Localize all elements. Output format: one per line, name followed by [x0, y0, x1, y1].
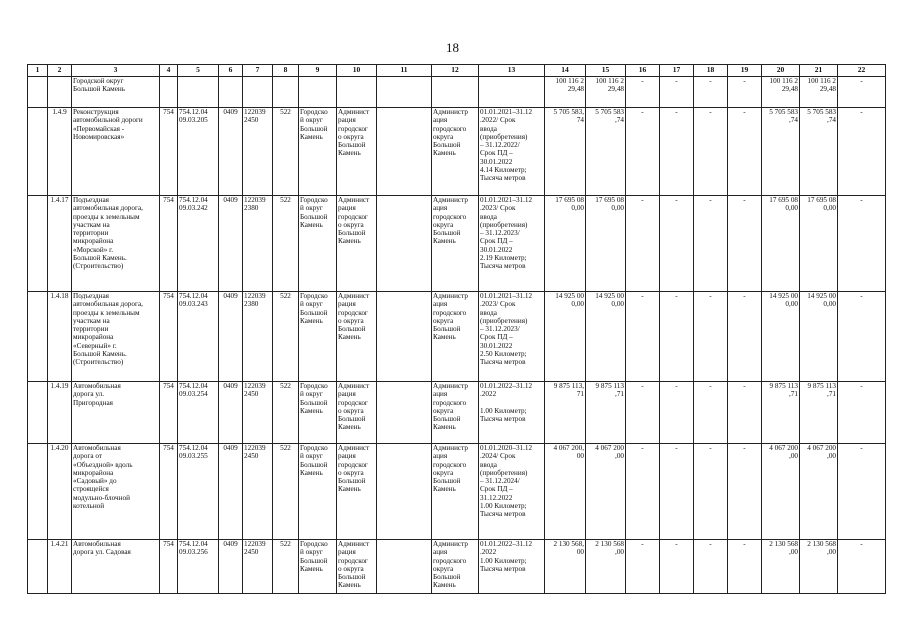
table-cell: 0409: [219, 540, 243, 594]
header-cell: 11: [377, 65, 432, 77]
table-cell: 5 705 583, 74: [545, 108, 586, 196]
table-row: [28, 292, 886, 382]
table-cell: Автомобильная дорога ул. Пригородная: [72, 382, 160, 444]
header-cell: 17: [660, 65, 694, 77]
table-cell: -: [694, 108, 728, 196]
table-cell: -: [838, 292, 886, 382]
table-cell: Подъездная автомобильная дорога, проезды к земельным участкам на территории микрорайона «Северный» г. Большой Камень. (Строительство): [72, 292, 160, 382]
table-cell: 754.12.04 09.03.243: [178, 292, 219, 382]
table-cell: 754.12.04 09.03.256: [178, 540, 219, 594]
table-cell: Администр ация городского округа Большой Камень: [432, 108, 479, 196]
table-cell: [160, 77, 178, 108]
table-cell: -: [728, 196, 762, 292]
table-cell: 754.12.04 09.03.255: [178, 444, 219, 540]
header-cell: 8: [273, 65, 299, 77]
table-cell: [28, 292, 48, 382]
table-cell: 01.01.2021–31.12 .2023/ Срок ввода (приобретения) – 31.12.2023/ Срок ПД – 30.01.2022 2.50 Километр; Тысяча метров: [479, 292, 545, 382]
table-cell: -: [694, 77, 728, 108]
table-cell: 754: [160, 540, 178, 594]
table-cell: 754: [160, 292, 178, 382]
table-cell: 5 705 583 ,74: [762, 108, 800, 196]
table-cell: 522: [273, 108, 299, 196]
table-cell: Городско й округ Большой Камень: [299, 444, 337, 540]
header-cell: 4: [160, 65, 178, 77]
table-cell: -: [838, 77, 886, 108]
table-row: [28, 382, 886, 444]
table-cell: [219, 77, 243, 108]
table-cell: 9 875 113 ,71: [762, 382, 800, 444]
table-cell: Администр ация городского округа Большой Камень: [432, 540, 479, 594]
table-cell: 522: [273, 292, 299, 382]
table-cell: Администр ация городского округа Большой Камень: [432, 292, 479, 382]
table-cell: 754.12.04 09.03.242: [178, 196, 219, 292]
header-cell: 15: [586, 65, 626, 77]
table-cell: -: [694, 540, 728, 594]
table-cell: 01.01.2022–31.12 .2022 1.00 Километр; Тысяча метров: [479, 540, 545, 594]
table-cell: -: [728, 292, 762, 382]
table-cell: 0409: [219, 196, 243, 292]
table-cell: [337, 77, 377, 108]
table-cell: 01.01.2020–31.12 .2024/ Срок ввода (приобретения) – 31.12.2024/ Срок ПД – 31.12.2022 1.00 Километр; Тысяча метров: [479, 444, 545, 540]
table-cell: 01.01.2022–31.12 .2022 1.00 Километр; Тысяча метров: [479, 382, 545, 444]
table-cell: Админист рация городског о округа Большой Камень: [337, 444, 377, 540]
table-row: [28, 444, 886, 540]
table-cell: 754.12.04 09.03.254: [178, 382, 219, 444]
table-cell: -: [626, 444, 660, 540]
table-cell: -: [838, 540, 886, 594]
table-cell: 9 875 113 ,71: [800, 382, 838, 444]
header-cell: 22: [838, 65, 886, 77]
register-table: [27, 64, 886, 594]
table-cell: 1.4.18: [48, 292, 72, 382]
table-cell: 4 067 200 ,00: [762, 444, 800, 540]
table-cell: 2 130 568, 00: [545, 540, 586, 594]
table-cell: 1.4.19: [48, 382, 72, 444]
table-cell: 100 116 2 29,48: [545, 77, 586, 108]
table-cell: Админист рация городског о округа Большой Камень: [337, 108, 377, 196]
table-cell: 754: [160, 196, 178, 292]
table-cell: [432, 77, 479, 108]
header-cell: 3: [72, 65, 160, 77]
table-cell: 17 695 08 0,00: [762, 196, 800, 292]
table-cell: -: [626, 540, 660, 594]
header-cell: 7: [243, 65, 273, 77]
table-cell: [377, 196, 432, 292]
table-cell: -: [694, 292, 728, 382]
table-cell: 754: [160, 108, 178, 196]
table-cell: -: [694, 196, 728, 292]
table-cell: Городско й округ Большой Камень: [299, 108, 337, 196]
header-cell: 10: [337, 65, 377, 77]
table-cell: 122039 2450: [243, 108, 273, 196]
table-cell: 122039 2380: [243, 292, 273, 382]
table-cell: [377, 77, 432, 108]
table-cell: 14 925 00 0,00: [586, 292, 626, 382]
table-cell: -: [694, 444, 728, 540]
table-cell: [28, 196, 48, 292]
table-cell: 122039 2450: [243, 382, 273, 444]
table-cell: -: [660, 77, 694, 108]
page-number: 18: [446, 40, 459, 55]
header-cell: 9: [299, 65, 337, 77]
table-cell: [48, 77, 72, 108]
table-row: [28, 108, 886, 196]
table-cell: Админист рация городског о округа Большой Камень: [337, 540, 377, 594]
table-cell: -: [728, 540, 762, 594]
header-cell: 2: [48, 65, 72, 77]
table-cell: Автомобильная дорога от «Объездной» вдоль микрорайона «Садовый» до строящейся модульно-блочной котельной: [72, 444, 160, 540]
table-cell: [273, 77, 299, 108]
table-cell: Администр ация городского округа Большой Камень: [432, 382, 479, 444]
table-cell: 1.4.20: [48, 444, 72, 540]
table-cell: [377, 540, 432, 594]
table-cell: Админист рация городског о округа Большой Камень: [337, 292, 377, 382]
table-cell: -: [838, 382, 886, 444]
table-cell: -: [660, 292, 694, 382]
table-cell: Админист рация городског о округа Большой Камень: [337, 382, 377, 444]
table-cell: 522: [273, 382, 299, 444]
table-cell: 4 067 200 ,00: [800, 444, 838, 540]
table-cell: Городской округ Большой Камень: [72, 77, 160, 108]
table-cell: 5 705 583 ,74: [586, 108, 626, 196]
table-cell: Администр ация городского округа Большой Камень: [432, 444, 479, 540]
table-cell: [28, 382, 48, 444]
header-cell: 5: [178, 65, 219, 77]
table-cell: -: [660, 444, 694, 540]
table-cell: -: [626, 292, 660, 382]
table-cell: [299, 77, 337, 108]
header-cell: 12: [432, 65, 479, 77]
header-cell: 21: [800, 65, 838, 77]
table-body: [28, 65, 886, 594]
table-row: [28, 77, 886, 108]
table-cell: Городско й округ Большой Камень: [299, 196, 337, 292]
table-cell: Городско й округ Большой Камень: [299, 382, 337, 444]
table-cell: 14 925 00 0,00: [800, 292, 838, 382]
table-cell: 2 130 568 ,00: [800, 540, 838, 594]
table-cell: 100 116 2 29,48: [586, 77, 626, 108]
table-cell: 1.4.9: [48, 108, 72, 196]
table-cell: -: [838, 108, 886, 196]
table-cell: 0409: [219, 292, 243, 382]
table-cell: [28, 77, 48, 108]
table-cell: 0409: [219, 382, 243, 444]
table-cell: -: [626, 108, 660, 196]
table-cell: -: [626, 77, 660, 108]
table-cell: 1.4.21: [48, 540, 72, 594]
table-cell: 100 116 2 29,48: [762, 77, 800, 108]
table-cell: -: [728, 382, 762, 444]
header-cell: 20: [762, 65, 800, 77]
table-cell: -: [660, 196, 694, 292]
table-cell: -: [660, 382, 694, 444]
table-cell: [28, 108, 48, 196]
table-cell: [243, 77, 273, 108]
table-cell: [178, 77, 219, 108]
table-cell: 122039 2450: [243, 540, 273, 594]
table-cell: 17 695 08 0,00: [800, 196, 838, 292]
table-cell: -: [728, 108, 762, 196]
table-cell: [377, 382, 432, 444]
table-cell: -: [660, 540, 694, 594]
table-cell: 122039 2380: [243, 196, 273, 292]
table-cell: 2 130 568 ,00: [762, 540, 800, 594]
header-cell: 13: [479, 65, 545, 77]
header-cell: 18: [694, 65, 728, 77]
header-row: [28, 65, 886, 77]
table-cell: 100 116 2 29,48: [800, 77, 838, 108]
table-cell: [28, 444, 48, 540]
table-cell: 522: [273, 196, 299, 292]
table-cell: Администр ация городского округа Большой Камень: [432, 196, 479, 292]
table-cell: -: [626, 382, 660, 444]
header-cell: 19: [728, 65, 762, 77]
table-cell: -: [838, 444, 886, 540]
table-cell: 17 695 08 0,00: [545, 196, 586, 292]
table-cell: 0409: [219, 444, 243, 540]
table-cell: Автомобильная дорога ул. Садовая: [72, 540, 160, 594]
table-cell: Реконструкция автомобильной дороги «Первомайская - Новомировская»: [72, 108, 160, 196]
table-cell: [479, 77, 545, 108]
table-cell: 9 875 113 ,71: [586, 382, 626, 444]
header-cell: 14: [545, 65, 586, 77]
header-cell: 1: [28, 65, 48, 77]
table-cell: 14 925 00 0,00: [762, 292, 800, 382]
table-cell: 2 130 568 ,00: [586, 540, 626, 594]
table-cell: 4 067 200, 00: [545, 444, 586, 540]
table-cell: 754: [160, 444, 178, 540]
table-cell: -: [660, 108, 694, 196]
table-cell: 522: [273, 444, 299, 540]
table-cell: -: [838, 196, 886, 292]
table-cell: 0409: [219, 108, 243, 196]
table-row: [28, 196, 886, 292]
header-cell: 16: [626, 65, 660, 77]
table-cell: 4 067 200 ,00: [586, 444, 626, 540]
table-cell: -: [694, 382, 728, 444]
table-cell: Подъездная автомобильная дорога, проезды к земельным участкам на территории микрорайона «Морской» г. Большой Камень. (Строительство): [72, 196, 160, 292]
table-cell: Городско й округ Большой Камень: [299, 540, 337, 594]
table-cell: 01.01.2021–31.12 .2023/ Срок ввода (приобретения) – 31.12.2023/ Срок ПД – 30.01.2022 2.19 Километр; Тысяча метров: [479, 196, 545, 292]
table-cell: 522: [273, 540, 299, 594]
table-cell: 9 875 113, 71: [545, 382, 586, 444]
table-row: [28, 540, 886, 594]
table-cell: Админист рация городског о округа Большой Камень: [337, 196, 377, 292]
table-cell: -: [728, 77, 762, 108]
table-cell: 17 695 08 0,00: [586, 196, 626, 292]
table-cell: 01.01.2021–31.12 .2022/ Срок ввода (приобретения) – 31.12.2022/ Срок ПД – 30.01.2022 4.14 Километр; Тысяча метров: [479, 108, 545, 196]
table-cell: 754.12.04 09.03.205: [178, 108, 219, 196]
table-cell: 754: [160, 382, 178, 444]
table-cell: -: [728, 444, 762, 540]
table-cell: -: [626, 196, 660, 292]
table-cell: 14 925 00 0,00: [545, 292, 586, 382]
table-cell: 5 705 583 ,74: [800, 108, 838, 196]
table-cell: Городско й округ Большой Камень: [299, 292, 337, 382]
header-cell: 6: [219, 65, 243, 77]
table-cell: [377, 292, 432, 382]
table-cell: 1.4.17: [48, 196, 72, 292]
table-cell: [377, 444, 432, 540]
table-cell: [28, 540, 48, 594]
table-cell: [377, 108, 432, 196]
table-cell: 122039 2450: [243, 444, 273, 540]
